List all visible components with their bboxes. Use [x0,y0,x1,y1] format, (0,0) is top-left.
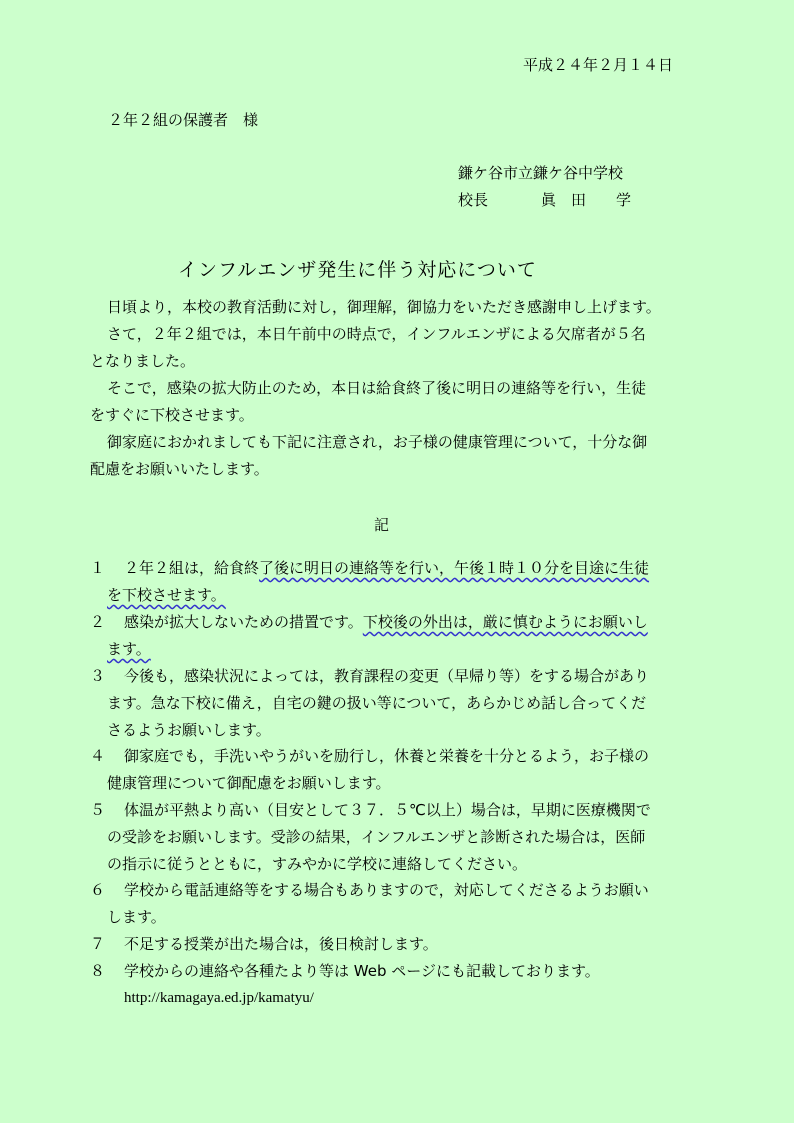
sender-school: 鎌ケ谷市立鎌ケ谷中学校 [458,164,624,182]
item-text: 健康管理について御配慮をお願いします。 [107,774,391,792]
item-number: ７ [90,935,106,953]
paragraph-2-line-2: となりました。 [90,352,196,370]
document-title: インフルエンザ発生に伴う対応について [178,259,537,281]
item-text: の指示に従うとともに，すみやかに学校に連絡してください。 [107,855,528,873]
item-text: ます。急な下校に備え，自宅の鍵の扱い等について，あらかじめ話し合ってくだ [107,694,647,712]
item-text-underlined: を下校させます。 [107,586,226,604]
list-item-2 [90,609,730,663]
list-item-6 [90,877,730,931]
item-text: 御家庭でも，手洗いやうがいを励行し，休養と栄養を十分とるよう，お子様の [124,747,650,765]
paragraph-2-line-1: さて，２年２組では，本日午前中の時点で，インフルエンザによる欠席者が５名 [107,325,646,343]
list-item-8 [90,958,730,985]
item-number: ８ [90,962,106,980]
list-item-3 [90,663,730,744]
item-text: さるようお願いします。 [107,721,271,739]
paragraph-1: 日頃より，本校の教育活動に対し，御理解，御協力をいただき感謝申し上げます。 [107,298,661,316]
paragraph-4-line-1: 御家庭におかれましても下記に注意され，お子様の健康管理について，十分な御 [107,433,648,451]
body-text [90,294,712,483]
item-text: 学校から電話連絡等をする場合もありますので，対応してくださるようお願い [124,881,649,899]
item-text-underlined: 了後に明日の連絡等を行い，午後１時１０分を目途に生徒 [259,559,650,577]
item-text-underlined: ます。 [107,640,151,658]
item-number: ４ [90,747,106,765]
item-text: します。 [107,908,166,926]
list-item-7 [90,931,730,958]
school-website-link[interactable]: http://kamagaya.ed.jp/kamatyu/ [124,990,314,1006]
paragraph-3-line-1: そこで，感染の拡大防止のため，本日は給食終了後に明日の連絡等を行い，生徒 [107,379,647,397]
list-item-4 [90,743,730,797]
item-text: 学校からの連絡や各種たより等は Web ページにも記載しております。 [124,962,600,980]
list-item-1 [90,555,730,609]
item-number: ６ [90,881,106,899]
item-number: ２ [90,613,106,631]
principal-title: 校長 [458,191,489,209]
item-text: 体温が平熱より高い（目安として３７．５℃以上）場合は，早期に医療機関で [124,801,651,819]
item-number: ３ [90,667,106,685]
item-text: 感染が拡大しないための措置です。 [124,613,363,631]
ki-heading: 記 [374,516,390,534]
paragraph-3-line-2: をすぐに下校させます。 [90,406,254,424]
item-text-underlined: 下校後の外出は，厳に慎むようにお願いし [362,613,648,631]
item-number: １ [90,559,106,577]
item-number: ５ [90,801,106,819]
item-text: ２年２組は，給食終 [124,559,260,577]
item-text: の受診をお願いします。受診の結果，インフルエンザと診断された場合は，医師 [107,828,646,846]
principal-name: 眞 田 学 [541,191,632,209]
item-text: 不足する授業が出た場合は，後日検討します。 [124,935,438,953]
paragraph-4-line-2: 配慮をお願いいたします。 [90,460,269,478]
list-item-5 [90,797,730,878]
recipient: ２年２組の保護者 様 [108,111,259,129]
letter-date: 平成２４年２月１４日 [523,56,674,74]
item-text: 今後も，感染状況によっては，教育課程の変更（早帰り等）をする場合があり [124,667,650,685]
